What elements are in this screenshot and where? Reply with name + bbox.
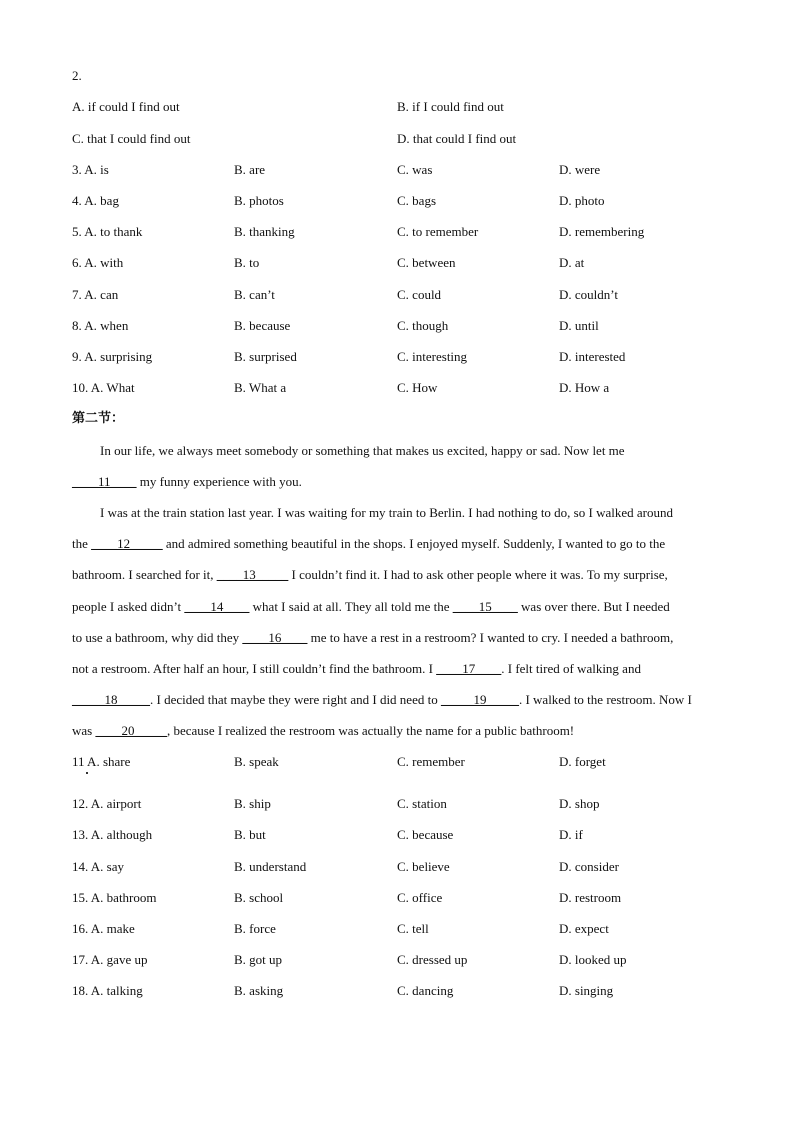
paragraph-line (72, 474, 722, 490)
paragraph-text: , because I realized the restroom was actually the name for a public bathroom! (166, 723, 575, 738)
option-a: 11 A. share (72, 754, 131, 769)
option-d: D. How a (559, 380, 610, 395)
option-d: D. until (559, 318, 599, 333)
option-a: 10. A. What (72, 380, 135, 395)
question-row (0, 859, 794, 875)
option-a: 16. A. make (72, 921, 135, 936)
paragraph-text: was (72, 723, 96, 738)
option-c: C. office (397, 890, 443, 905)
option-c: C. interesting (397, 349, 468, 364)
option-b: B. if I could find out (397, 99, 504, 114)
option-a: 5. A. to thank (72, 224, 143, 239)
option-b: B. ship (234, 796, 271, 811)
question-row (0, 890, 794, 906)
paragraph-text: my funny experience with you. (136, 474, 302, 489)
option-a: 9. A. surprising (72, 349, 153, 364)
blank-15: ____15____ (452, 599, 518, 614)
question-row (0, 162, 794, 178)
option-d: D. at (559, 255, 585, 270)
option-b: B. thanking (234, 224, 295, 239)
option-d: D. shop (559, 796, 600, 811)
paragraph-line (72, 567, 722, 583)
question-row (0, 287, 794, 303)
blank-12: ____12_____ (91, 536, 163, 551)
stray-dot (86, 772, 88, 774)
question-row (0, 193, 794, 209)
option-c: C. to remember (397, 224, 479, 239)
option-a: 8. A. when (72, 318, 129, 333)
option-c: C. dancing (397, 983, 454, 998)
option-b: B. school (234, 890, 284, 905)
option-a: A. if could I find out (72, 99, 180, 114)
option-c: C. between (397, 255, 456, 270)
option-a: 6. A. with (72, 255, 124, 270)
paragraph-line (72, 599, 722, 615)
question-row (0, 921, 794, 937)
option-c: C. that I could find out (72, 131, 191, 146)
option-b: B. got up (234, 952, 283, 967)
question-2-number: 2. (72, 68, 82, 83)
blank-19: _____19_____ (440, 692, 519, 707)
option-c: C. could (397, 287, 442, 302)
paragraph-text: bathroom. I searched for it, (72, 567, 217, 582)
paragraph-text: people I asked didn’t (72, 599, 185, 614)
option-d: D. that could I find out (397, 131, 517, 146)
paragraph-text: the (72, 536, 92, 551)
option-a: 17. A. gave up (72, 952, 148, 967)
option-c: C. because (397, 827, 454, 842)
question-2-row-cd (0, 131, 794, 147)
paragraph-line (72, 661, 722, 677)
option-d: D. interested (559, 349, 626, 364)
question-row (0, 224, 794, 240)
blank-20: ____20_____ (95, 723, 167, 738)
paragraph-line: In our life, we always meet somebody or something that makes us excited, happy or sad. Now let me (100, 443, 625, 458)
option-c: C. station (397, 796, 447, 811)
option-d: D. if (559, 827, 583, 842)
option-b: B. speak (234, 754, 279, 769)
option-d: D. consider (559, 859, 619, 874)
option-c: C. bags (397, 193, 436, 208)
question-row (0, 754, 794, 770)
blank-11: ____11____ (72, 474, 137, 489)
option-a: 4. A. bag (72, 193, 119, 208)
option-a: 12. A. airport (72, 796, 142, 811)
blank-17: ____17____ (436, 661, 502, 676)
option-a: 14. A. say (72, 859, 124, 874)
option-d: D. singing (559, 983, 614, 998)
blank-13: ____13_____ (216, 567, 289, 582)
paragraph-text: to use a bathroom, why did they (72, 630, 243, 645)
option-d: D. couldn’t (559, 287, 618, 302)
option-c: C. dressed up (397, 952, 468, 967)
paragraph-line (72, 630, 722, 646)
paragraph-text: . I walked to the restroom. Now I (518, 692, 692, 707)
blank-16: ____16____ (242, 630, 308, 645)
option-b: B. because (234, 318, 291, 333)
option-b: B. asking (234, 983, 284, 998)
option-d: D. were (559, 162, 601, 177)
section-title: 第二节： (72, 411, 125, 426)
option-b: B. understand (234, 859, 307, 874)
option-a: 7. A. can (72, 287, 119, 302)
question-row (0, 318, 794, 334)
paragraph-text: I couldn’t find it. I had to ask other people where it was. To my surprise, (288, 567, 668, 582)
option-d: D. looked up (559, 952, 627, 967)
blank-14: ____14____ (184, 599, 250, 614)
paragraph-line (72, 536, 722, 552)
question-row (0, 827, 794, 843)
option-b: B. but (234, 827, 266, 842)
question-row (0, 796, 794, 812)
option-b: B. can’t (234, 287, 275, 302)
option-a: 3. A. is (72, 162, 109, 177)
option-b: B. What a (234, 380, 287, 395)
option-a: 15. A. bathroom (72, 890, 157, 905)
option-a: 13. A. although (72, 827, 153, 842)
option-b: B. are (234, 162, 266, 177)
paragraph-text: what I said at all. They all told me the (249, 599, 453, 614)
question-row (0, 952, 794, 968)
option-b: B. force (234, 921, 276, 936)
option-b: B. photos (234, 193, 284, 208)
option-d: D. forget (559, 754, 606, 769)
question-row (0, 380, 794, 396)
option-a: 18. A. talking (72, 983, 143, 998)
paragraph-line (72, 692, 722, 708)
paragraph-text: . I decided that maybe they were right and I did need to (150, 692, 441, 707)
option-d: D. photo (559, 193, 605, 208)
paragraph-text: was over there. But I needed (517, 599, 670, 614)
option-b: B. to (234, 255, 260, 270)
option-d: D. expect (559, 921, 609, 936)
paragraph-text: and admired something beautiful in the shops. I enjoyed myself. Suddenly, I wanted to go to the (162, 536, 666, 551)
option-d: D. remembering (559, 224, 645, 239)
question-2-row-ab (0, 99, 794, 115)
paragraph-text: . I felt tired of walking and (501, 661, 641, 676)
paragraph-text: not a restroom. After half an hour, I still couldn’t find the bathroom. I (72, 661, 437, 676)
option-c: C. tell (397, 921, 429, 936)
paragraph-line: I was at the train station last year. I was waiting for my train to Berlin. I had nothing to do, so I walked around (100, 505, 673, 520)
option-b: B. surprised (234, 349, 297, 364)
blank-18: _____18_____ (72, 692, 150, 707)
option-c: C. was (397, 162, 433, 177)
option-c: C. remember (397, 754, 465, 769)
option-c: C. How (397, 380, 438, 395)
option-c: C. believe (397, 859, 450, 874)
question-row (0, 349, 794, 365)
question-row (0, 255, 794, 271)
option-c: C. though (397, 318, 449, 333)
question-row (0, 983, 794, 999)
paragraph-text: me to have a rest in a restroom? I wanted to cry. I needed a bathroom, (307, 630, 674, 645)
paragraph-line (72, 723, 722, 739)
option-d: D. restroom (559, 890, 622, 905)
